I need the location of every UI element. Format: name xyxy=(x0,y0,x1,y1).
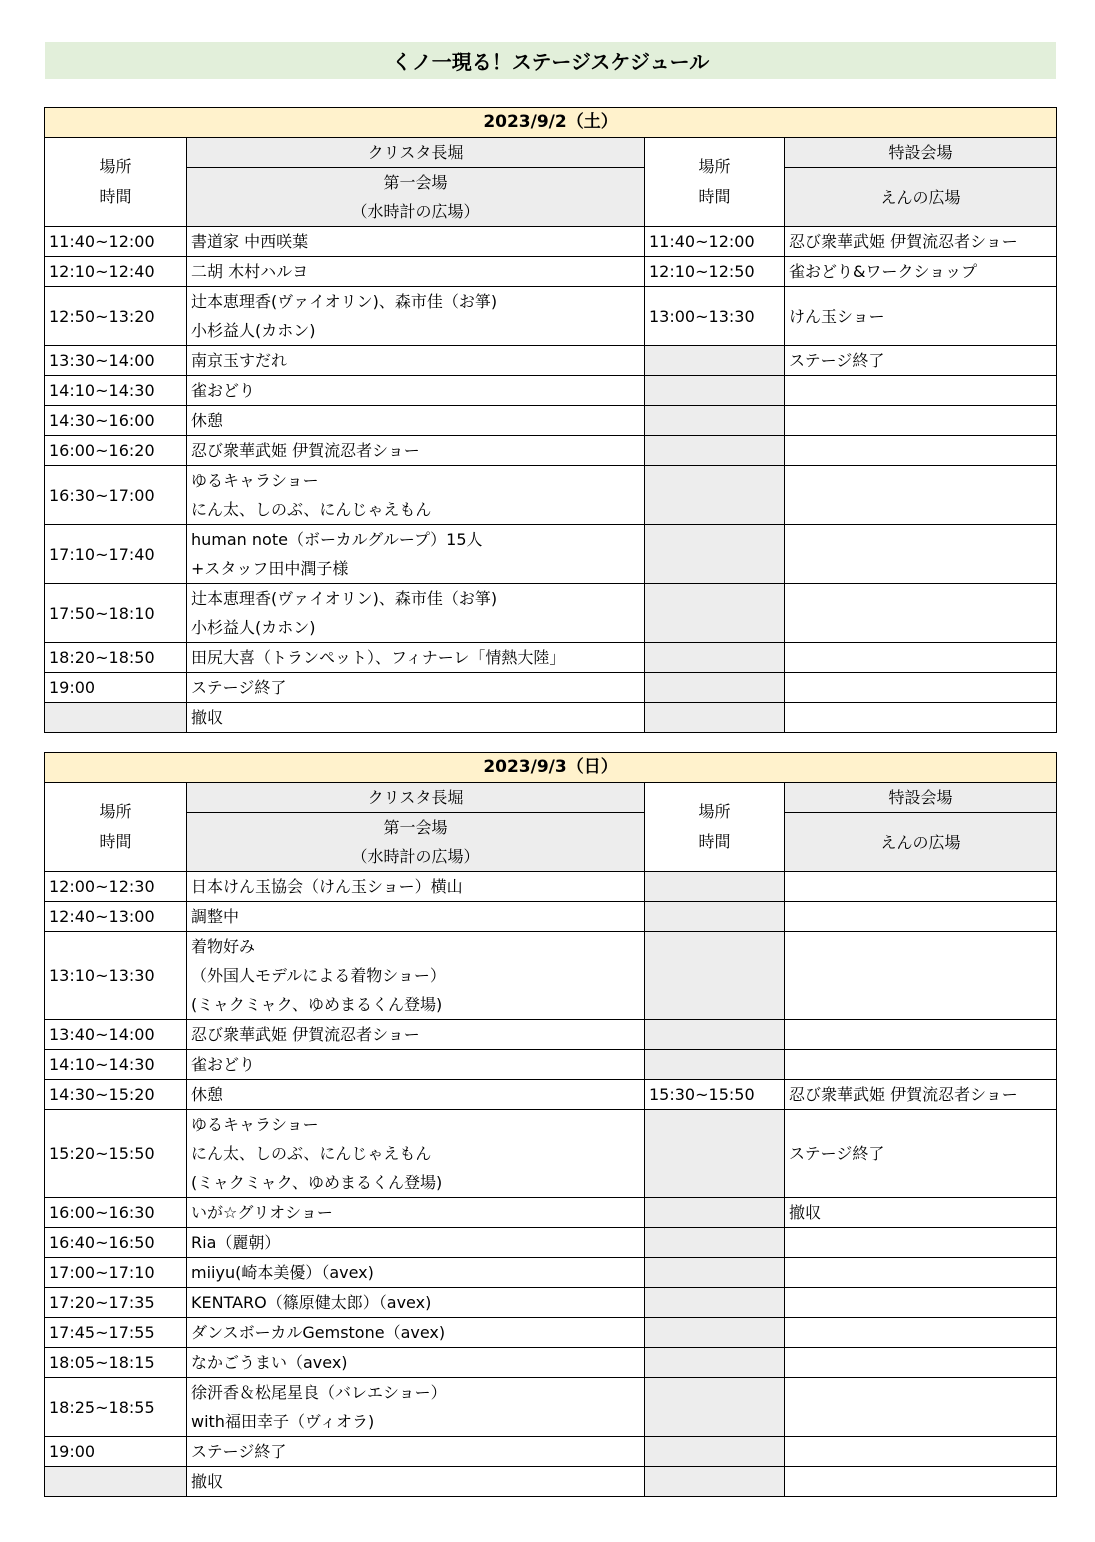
event-line: 忍び衆華武姫 伊賀流忍者ショー xyxy=(191,441,420,460)
venue1-name: クリスタ長堀 xyxy=(187,138,645,168)
schedule-table-day2 xyxy=(44,752,1057,1497)
event-line: なかごうまい（avex) xyxy=(191,1353,348,1372)
venue1-time-cell: 13:10~13:30 xyxy=(45,932,187,1020)
venue2-event-cell xyxy=(785,257,1057,287)
event-line: 辻本恵理香(ヴァイオリン)、森市佳（お箏) xyxy=(191,589,498,608)
venue2-event-cell xyxy=(785,436,1057,466)
venue2-time-cell xyxy=(645,1378,785,1437)
place-time-header xyxy=(645,783,785,872)
venue1-event-cell xyxy=(187,346,645,376)
venue1-time-cell: 18:20~18:50 xyxy=(45,643,187,673)
venue1-sub2: （水時計の広場） xyxy=(351,847,480,866)
venue2-event-cell xyxy=(785,1198,1057,1228)
venue1-event-cell xyxy=(187,287,645,346)
table-row xyxy=(45,1467,1057,1497)
venue2-time-cell: 13:00~13:30 xyxy=(645,287,785,346)
venue1-event-cell xyxy=(187,1258,645,1288)
time-label: 時間 xyxy=(99,832,132,851)
event-line: ゆるキャラショー xyxy=(191,471,319,490)
venue2-event-cell xyxy=(785,1288,1057,1318)
venue2-time-cell xyxy=(645,1288,785,1318)
header-row xyxy=(45,783,1057,813)
event-line: 忍び衆華武姫 伊賀流忍者ショー xyxy=(789,232,1018,251)
venue1-event-cell xyxy=(187,1437,645,1467)
event-line: 雀おどり xyxy=(191,1055,256,1074)
venue1-time-cell: 12:40~13:00 xyxy=(45,902,187,932)
venue1-event-cell xyxy=(187,1318,645,1348)
table-row xyxy=(45,1288,1057,1318)
event-line: （外国人モデルによる着物ショー） xyxy=(191,966,446,985)
venue1-event-cell xyxy=(187,1288,645,1318)
event-line: いが☆グリオショー xyxy=(191,1203,333,1222)
time-label: 時間 xyxy=(698,832,731,851)
event-line: 徐汧香＆松尾星良（バレエショー） xyxy=(191,1383,447,1402)
venue1-event-cell xyxy=(187,1348,645,1378)
venue1-time-cell: 17:50~18:10 xyxy=(45,584,187,643)
event-line: けん玉ショー xyxy=(789,306,885,326)
schedule-table-day1 xyxy=(44,107,1057,733)
venue2-event-cell xyxy=(785,1228,1057,1258)
event-line: 着物好み xyxy=(191,937,256,956)
event-line: ゆるキャラショー xyxy=(191,1115,319,1134)
table-row xyxy=(45,703,1057,733)
venue2-name: 特設会場 xyxy=(785,783,1057,813)
venue2-time-cell xyxy=(645,703,785,733)
venue2-time-cell xyxy=(645,1110,785,1198)
place-time-header xyxy=(45,783,187,872)
venue1-event-cell xyxy=(187,406,645,436)
header-row-sub xyxy=(45,813,1057,872)
table-row xyxy=(45,1080,1057,1110)
event-line: にん太、しのぶ、にんじゃえもん xyxy=(191,500,432,519)
place-label: 場所 xyxy=(99,802,132,821)
event-line: にん太、しのぶ、にんじゃえもん xyxy=(191,1144,432,1163)
event-line: +スタッフ田中潤子様 xyxy=(191,559,349,578)
date-row xyxy=(45,108,1057,138)
venue1-time-cell: 16:00~16:30 xyxy=(45,1198,187,1228)
venue1-event-cell xyxy=(187,227,645,257)
venue1-sub xyxy=(187,168,645,227)
table-row xyxy=(45,376,1057,406)
table-row xyxy=(45,932,1057,1020)
table-row xyxy=(45,673,1057,703)
venue2-event-cell xyxy=(785,1020,1057,1050)
venue1-time-cell: 16:40~16:50 xyxy=(45,1228,187,1258)
event-line: 撤収 xyxy=(191,1472,224,1491)
venue1-event-cell xyxy=(187,466,645,525)
venue2-time-cell: 15:30~15:50 xyxy=(645,1080,785,1110)
venue2-event-cell xyxy=(785,703,1057,733)
table-row xyxy=(45,525,1057,584)
event-line: 休憩 xyxy=(191,1085,224,1104)
table-row xyxy=(45,346,1057,376)
venue2-event-cell xyxy=(785,346,1057,376)
event-line: ステージ終了 xyxy=(789,351,885,370)
venue2-time-cell xyxy=(645,376,785,406)
event-line: 忍び衆華武姫 伊賀流忍者ショー xyxy=(789,1085,1018,1104)
table-row xyxy=(45,872,1057,902)
venue2-time-cell xyxy=(645,1437,785,1467)
table-row xyxy=(45,1318,1057,1348)
table-row xyxy=(45,1198,1057,1228)
venue1-event-cell xyxy=(187,1110,645,1198)
schedule-rows xyxy=(45,227,1057,733)
venue1-event-cell xyxy=(187,1228,645,1258)
event-line: 辻本恵理香(ヴァイオリン)、森市佳（お箏) xyxy=(191,292,498,311)
table-row xyxy=(45,1020,1057,1050)
venue1-time-cell: 17:45~17:55 xyxy=(45,1318,187,1348)
venue1-time-cell: 13:30~14:00 xyxy=(45,346,187,376)
venue1-time-cell: 12:00~12:30 xyxy=(45,872,187,902)
place-time-header xyxy=(45,138,187,227)
event-line: Ria（麗朝） xyxy=(191,1233,281,1252)
venue2-event-cell xyxy=(785,872,1057,902)
venue2-event-cell xyxy=(785,1050,1057,1080)
venue1-time-cell: 18:25~18:55 xyxy=(45,1378,187,1437)
venue1-time-cell: 14:30~15:20 xyxy=(45,1080,187,1110)
event-line: 雀おどり&ワークショップ xyxy=(789,262,978,281)
venue1-event-cell xyxy=(187,376,645,406)
venue2-event-cell xyxy=(785,902,1057,932)
event-line: with福田幸子（ヴィオラ) xyxy=(191,1412,375,1431)
event-line: 撤収 xyxy=(191,708,224,727)
venue2-time-cell xyxy=(645,406,785,436)
venue2-event-cell xyxy=(785,584,1057,643)
header-row xyxy=(45,138,1057,168)
table-row xyxy=(45,287,1057,346)
table-row xyxy=(45,257,1057,287)
event-line: 田尻大喜（トランペット）、フィナーレ「情熱大陸」 xyxy=(191,648,566,667)
venue2-time-cell xyxy=(645,902,785,932)
venue2-time-cell xyxy=(645,1228,785,1258)
venue1-event-cell xyxy=(187,1198,645,1228)
venue2-time-cell xyxy=(645,436,785,466)
venue2-time-cell xyxy=(645,466,785,525)
place-label: 場所 xyxy=(698,157,731,176)
date-heading: 2023/9/3（日） xyxy=(45,753,1057,783)
venue2-time-cell xyxy=(645,643,785,673)
table-row xyxy=(45,902,1057,932)
venue1-time-cell: 18:05~18:15 xyxy=(45,1348,187,1378)
venue1-time-cell: 14:10~14:30 xyxy=(45,1050,187,1080)
table-row xyxy=(45,227,1057,257)
venue1-sub1: 第一会場 xyxy=(383,173,448,192)
event-line: ダンスボーカルGemstone（avex) xyxy=(191,1323,446,1342)
header-row-sub xyxy=(45,168,1057,227)
venue2-time-cell xyxy=(645,1050,785,1080)
time-label: 時間 xyxy=(698,187,731,206)
venue1-event-cell xyxy=(187,584,645,643)
venue2-time-cell xyxy=(645,1348,785,1378)
venue2-event-cell xyxy=(785,1080,1057,1110)
venue1-time-cell: 17:10~17:40 xyxy=(45,525,187,584)
venue1-time-cell: 17:20~17:35 xyxy=(45,1288,187,1318)
date-heading: 2023/9/2（土） xyxy=(45,108,1057,138)
venue2-event-cell xyxy=(785,1110,1057,1198)
event-line: miiyu(崎本美優）（avex) xyxy=(191,1263,374,1282)
table-row xyxy=(45,1110,1057,1198)
venue2-event-cell xyxy=(785,673,1057,703)
venue2-sub: えんの広場 xyxy=(785,813,1057,872)
venue2-time-cell xyxy=(645,1020,785,1050)
venue2-event-cell xyxy=(785,1378,1057,1437)
event-line: (ミャクミャク、ゆめまるくん登場) xyxy=(191,1173,443,1192)
place-label: 場所 xyxy=(99,157,132,176)
schedule-rows xyxy=(45,872,1057,1497)
event-line: 二胡 木村ハルヨ xyxy=(191,262,309,281)
venue2-time-cell xyxy=(645,872,785,902)
table-row xyxy=(45,643,1057,673)
table-row xyxy=(45,466,1057,525)
venue2-time-cell: 12:10~12:50 xyxy=(645,257,785,287)
venue2-event-cell xyxy=(785,406,1057,436)
venue2-time-cell xyxy=(645,1258,785,1288)
event-line: human note（ボーカルグループ）15人 xyxy=(191,530,483,549)
venue2-event-cell xyxy=(785,466,1057,525)
venue1-event-cell xyxy=(187,932,645,1020)
table-row xyxy=(45,584,1057,643)
venue1-event-cell xyxy=(187,1050,645,1080)
venue1-time-cell: 17:00~17:10 xyxy=(45,1258,187,1288)
event-line: ステージ終了 xyxy=(191,1442,287,1461)
venue2-time-cell xyxy=(645,673,785,703)
venue1-event-cell xyxy=(187,1020,645,1050)
event-line: 撤収 xyxy=(789,1203,822,1222)
venue1-event-cell xyxy=(187,902,645,932)
venue1-event-cell xyxy=(187,1467,645,1497)
venue1-event-cell xyxy=(187,673,645,703)
venue1-event-cell xyxy=(187,703,645,733)
venue1-event-cell xyxy=(187,436,645,466)
venue1-event-cell xyxy=(187,257,645,287)
table-row xyxy=(45,1050,1057,1080)
event-line: 小杉益人(カホン) xyxy=(191,321,316,340)
place-time-header xyxy=(645,138,785,227)
event-line: 書道家 中西咲葉 xyxy=(191,232,309,251)
event-line: 雀おどり xyxy=(191,381,256,400)
venue1-sub xyxy=(187,813,645,872)
venue1-time-cell: 12:50~13:20 xyxy=(45,287,187,346)
venue1-time-cell xyxy=(45,1467,187,1497)
time-label: 時間 xyxy=(99,187,132,206)
venue2-time-cell xyxy=(645,346,785,376)
table-row xyxy=(45,1228,1057,1258)
venue1-time-cell: 19:00 xyxy=(45,673,187,703)
venue2-event-cell xyxy=(785,1348,1057,1378)
event-line: 小杉益人(カホン) xyxy=(191,618,316,637)
venue1-event-cell xyxy=(187,525,645,584)
venue2-event-cell xyxy=(785,1258,1057,1288)
venue1-time-cell xyxy=(45,703,187,733)
venue2-event-cell xyxy=(785,932,1057,1020)
event-line: 忍び衆華武姫 伊賀流忍者ショー xyxy=(191,1025,420,1044)
event-line: 南京玉すだれ xyxy=(191,351,288,370)
venue2-event-cell xyxy=(785,1437,1057,1467)
event-line: ステージ終了 xyxy=(789,1144,885,1163)
venue1-name: クリスタ長堀 xyxy=(187,783,645,813)
venue2-time-cell xyxy=(645,932,785,1020)
venue1-event-cell xyxy=(187,643,645,673)
venue1-time-cell: 15:20~15:50 xyxy=(45,1110,187,1198)
venue1-time-cell: 13:40~14:00 xyxy=(45,1020,187,1050)
venue1-event-cell xyxy=(187,872,645,902)
venue2-time-cell xyxy=(645,584,785,643)
venue1-time-cell: 16:00~16:20 xyxy=(45,436,187,466)
venue2-event-cell xyxy=(785,643,1057,673)
date-row xyxy=(45,753,1057,783)
venue1-sub1: 第一会場 xyxy=(383,818,448,837)
table-row xyxy=(45,1348,1057,1378)
event-line: 休憩 xyxy=(191,411,224,430)
event-line: 調整中 xyxy=(191,907,240,926)
table-row xyxy=(45,1437,1057,1467)
venue1-event-cell xyxy=(187,1080,645,1110)
event-line: 日本けん玉協会（けん玉ショー）横山 xyxy=(191,877,463,896)
venue1-sub2: （水時計の広場） xyxy=(351,202,480,221)
venue2-time-cell xyxy=(645,525,785,584)
event-line: ステージ終了 xyxy=(191,678,287,697)
venue2-event-cell xyxy=(785,1318,1057,1348)
table-row xyxy=(45,1378,1057,1437)
venue2-event-cell xyxy=(785,525,1057,584)
table-row xyxy=(45,1258,1057,1288)
venue2-time-cell xyxy=(645,1198,785,1228)
place-label: 場所 xyxy=(698,802,731,821)
venue1-time-cell: 12:10~12:40 xyxy=(45,257,187,287)
venue1-time-cell: 14:10~14:30 xyxy=(45,376,187,406)
venue2-time-cell xyxy=(645,1318,785,1348)
venue1-time-cell: 19:00 xyxy=(45,1437,187,1467)
table-row xyxy=(45,406,1057,436)
venue2-time-cell: 11:40~12:00 xyxy=(645,227,785,257)
page-title: くノ一現る！ステージスケジュール xyxy=(45,42,1056,79)
venue2-time-cell xyxy=(645,1467,785,1497)
venue2-event-cell xyxy=(785,287,1057,346)
event-line: (ミャクミャク、ゆめまるくん登場) xyxy=(191,995,443,1014)
venue1-time-cell: 11:40~12:00 xyxy=(45,227,187,257)
venue2-event-cell xyxy=(785,227,1057,257)
venue2-sub: えんの広場 xyxy=(785,168,1057,227)
event-line: KENTARO（篠原健太郎）（avex) xyxy=(191,1293,432,1312)
table-row xyxy=(45,436,1057,466)
venue2-name: 特設会場 xyxy=(785,138,1057,168)
venue2-event-cell xyxy=(785,376,1057,406)
venue2-event-cell xyxy=(785,1467,1057,1497)
venue1-time-cell: 14:30~16:00 xyxy=(45,406,187,436)
venue1-event-cell xyxy=(187,1378,645,1437)
venue1-time-cell: 16:30~17:00 xyxy=(45,466,187,525)
